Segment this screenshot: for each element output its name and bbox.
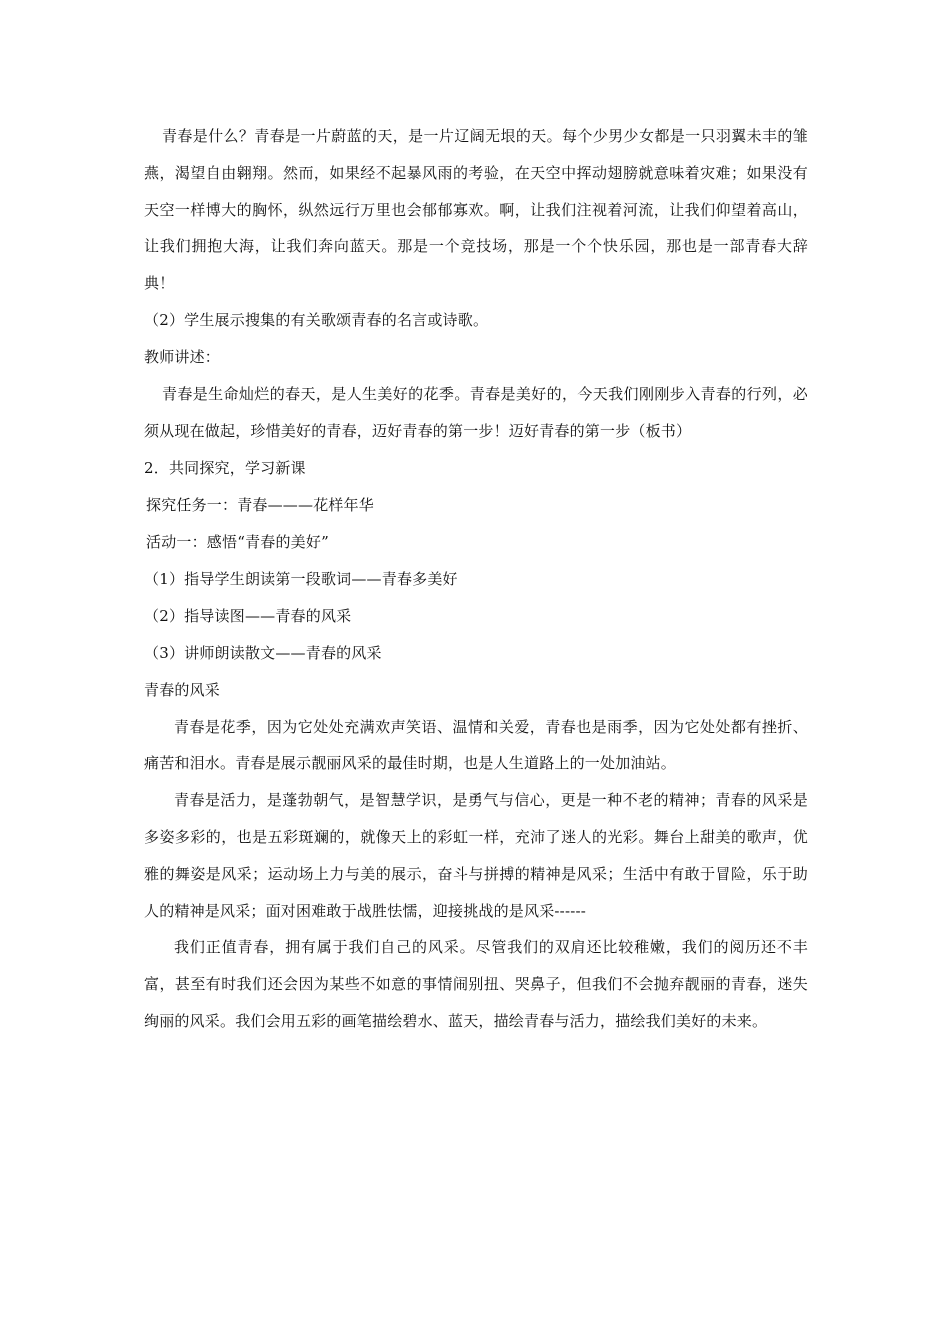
paragraph-youth-spring: 青春是生命灿烂的春天，是人生美好的花季。青春是美好的，今天我们刚刚步入青春的行列，必须从现在做起，珍惜美好的青春，迈好青春的第一步！迈好青春的第一步（板书） bbox=[144, 384, 808, 440]
list-item-3: （3）讲师朗读散文——青春的风采 bbox=[144, 643, 382, 662]
line-teacher-talk: 教师讲述： bbox=[144, 347, 221, 366]
line-student-show: （2）学生展示搜集的有关歌颂青春的名言或诗歌。 bbox=[144, 310, 489, 329]
list-item-2: （2）指导读图——青春的风采 bbox=[144, 606, 352, 625]
paragraph-flower-season: 青春是花季，因为它处处充满欢声笑语、温情和关爱，青春也是雨季，因为它处处都有挫折、痛苦和泪水。青春是展示靓丽风采的最佳时期，也是人生道路上的一处加油站。 bbox=[144, 717, 808, 773]
essay-title: 青春的风采 bbox=[144, 680, 221, 699]
list-item-1: （1）指导学生朗读第一段歌词——青春多美好 bbox=[144, 569, 458, 588]
heading-section-2: 2．共同探究，学习新课 bbox=[144, 458, 306, 477]
document-body bbox=[144, 118, 808, 1040]
paragraph-our-youth: 我们正值青春，拥有属于我们自己的风采。尽管我们的双肩还比较稚嫩，我们的阅历还不丰富，甚至有时我们还会因为某些不如意的事情闹别扭、哭鼻子，但我们不会抛弃靓丽的青春，迷失绚丽的风采。我们会用五彩的画笔描绘碧水、蓝天，描绘青春与活力，描绘我们美好的未来。 bbox=[144, 938, 808, 1030]
paragraph-youth-sky: 青春是什么？青春是一片蔚蓝的天，是一片辽阔无垠的天。每个少男少女都是一只羽翼未丰的雏燕，渴望自由翱翔。然而，如果经不起暴风雨的考验，在天空中挥动翅膀就意味着灾难；如果没有天空一样博大的胸怀，纵然远行万里也会郁郁寡欢。啊，让我们注视着河流，让我们仰望着高山，让我们拥抱大海，让我们奔向蓝天。那是一个竞技场，那是一个个快乐园，那也是一部青春大辞典！ bbox=[144, 127, 808, 293]
paragraph-youth-vitality: 青春是活力，是蓬勃朝气，是智慧学识，是勇气与信心，更是一种不老的精神；青春的风采是多姿多彩的，也是五彩斑斓的，就像天上的彩虹一样，充沛了迷人的光彩。舞台上甜美的歌声，优雅的舞姿是风采；运动场上力与美的展示，奋斗与拼搏的精神是风采；生活中有敢于冒险，乐于助人的精神是风采；面对困难敢于战胜怯懦，迎接挑战的是风采------ bbox=[144, 791, 808, 920]
line-task-1: 探究任务一：青春———花样年华 bbox=[146, 495, 375, 514]
line-activity-1: 活动一：感悟“青春的美好” bbox=[146, 532, 329, 551]
